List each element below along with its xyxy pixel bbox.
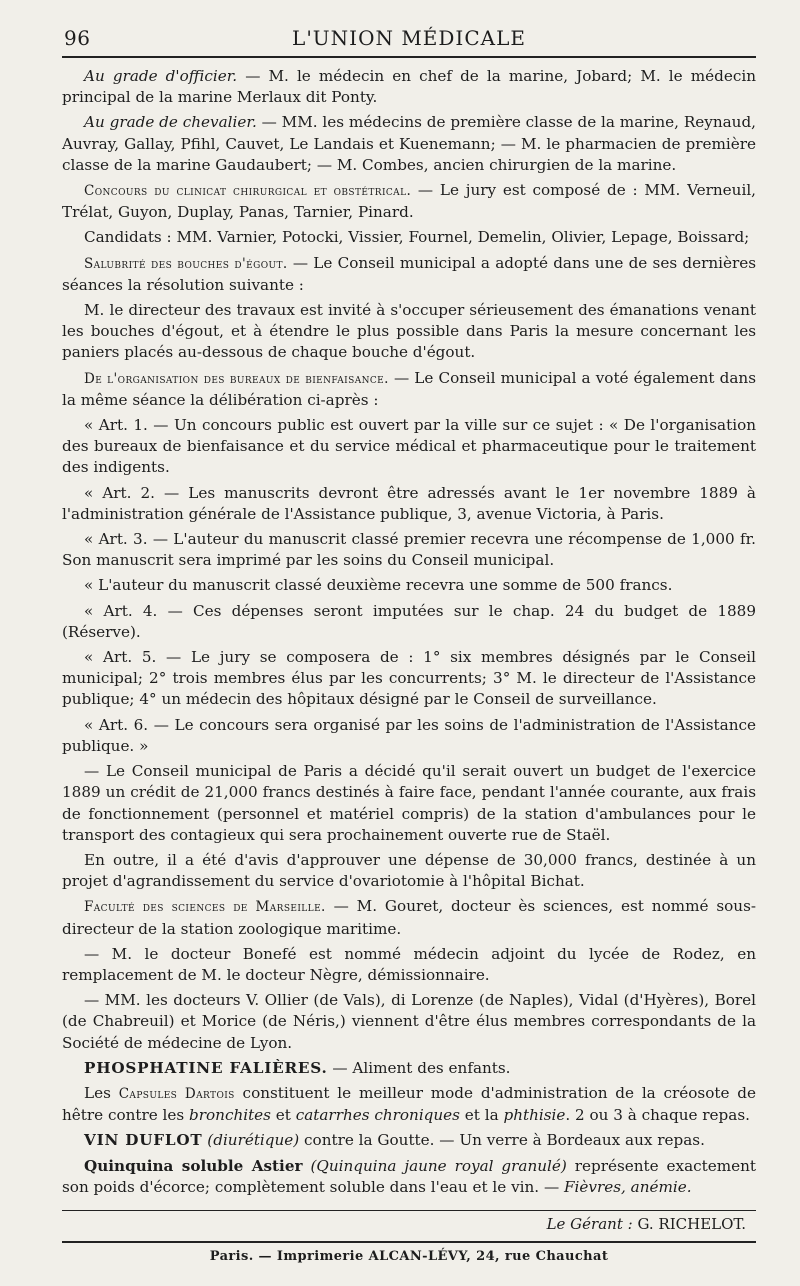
- section-lead: De l'organisation des bureaux de bienfaisance.: [84, 370, 389, 387]
- paragraph-text: En outre, il a été d'avis d'approuver une dépense de 30,000 francs, destinée à un projet d'agrandissement du service d'ovariotomie à l'hôpital Bichat.: [62, 850, 756, 891]
- section-lead: Salubrité des bouches d'égout.: [84, 255, 288, 272]
- paragraph-text: — Le Conseil municipal a voté également dans la même séance la délibération ci-après :: [62, 368, 757, 409]
- page-number: 96: [64, 26, 91, 50]
- paragraph: [62, 368, 756, 411]
- paragraph: [62, 896, 756, 939]
- paragraph-text: « L'auteur du manuscrit classé deuxième recevra une somme de 500 francs.: [84, 576, 673, 595]
- running-title: L'UNION MÉDICALE: [292, 26, 526, 50]
- paragraph-text: — M. le docteur Bonefé est nommé médecin adjoint du lycée de Rodez, en remplacement de M. le docteur Nègre, démissionnaire.: [62, 944, 756, 984]
- paragraph-text: « Art. 4. — Ces dépenses seront imputées sur le chap. 24 du budget de 1889 (Réserve).: [62, 601, 756, 641]
- paragraph: [62, 112, 756, 176]
- paragraph: [62, 944, 756, 986]
- section-lead: Faculté des sciences de Marseille.: [84, 899, 326, 916]
- paragraph-text: — Le Conseil municipal a adopté dans une de ses dernières séances la résolution suivante :: [62, 253, 756, 294]
- paragraph: [62, 715, 756, 757]
- section-lead: Concours du clinicat chirurgical et obstétrical.: [84, 183, 412, 200]
- paragraph-text: — MM. les docteurs V. Ollier (de Vals), di Lorenze (de Naples), Vidal (d'Hyères), Borel (de Chabreuil) et Morice (de Néris,) viennent d'être élus membres correspondants de la Société de médecine de Lyon.: [62, 991, 756, 1052]
- paragraph-text: — M. le médecin en chef de la marine, Jobard; M. le médecin principal de la marine Merlaux dit Ponty.: [62, 67, 756, 107]
- paragraph: [62, 415, 756, 479]
- paragraph: [62, 575, 756, 596]
- paragraph-text: « Art. 3. — L'auteur du manuscrit classé premier recevra une récompense de 1,000 fr. Son manuscrit sera imprimé par les soins du Conseil municipal.: [62, 530, 756, 570]
- ad-duflot-name: VIN DUFLOT: [84, 1131, 203, 1150]
- section-lead: Au grade d'officier.: [84, 67, 238, 85]
- signature-label: Le Gérant :: [546, 1214, 633, 1233]
- paragraph-text: « Art. 5. — Le jury se composera de : 1° six membres désignés par le Conseil municipal; 2° trois membres élus par les concurrents; 3° M. le directeur de l'Assistance publique; 4° un médecin des hôpitaux désigné par le Conseil de surveillance.: [62, 648, 756, 709]
- paragraph: [62, 529, 756, 571]
- section-lead: Au grade de chevalier.: [84, 113, 257, 132]
- paragraph-text: « Art. 2. — Les manuscrits devront être adressés avant le 1er novembre 1889 à l'administration générale de l'Assistance publique, 3, avenue Victoria, à Paris.: [62, 483, 756, 523]
- paragraph: [62, 66, 756, 108]
- paragraph: [62, 483, 756, 525]
- ad-dartois-name: Capsules Dartois: [118, 1085, 235, 1102]
- header-rule: [62, 56, 756, 58]
- printer-imprint: Paris. — Imprimerie ALCAN-LÉVY, 24, rue Chauchat: [209, 1248, 609, 1264]
- paragraph: [62, 300, 756, 364]
- signature-rule: [62, 1210, 756, 1211]
- paragraph: [62, 850, 756, 892]
- ad-astier-name: Quinquina soluble Astier: [84, 1156, 303, 1175]
- paragraph-text: M. le directeur des travaux est invité à s'occuper sérieusement des émanations venant les bouches d'égout, et à étendre le plus possible dans Paris la mesure concernant les paniers placés au-dessous de chaque bouche d'égout.: [62, 301, 756, 362]
- signature-name: G. RICHELOT.: [637, 1214, 746, 1233]
- paragraph: [62, 601, 756, 643]
- article-body: [62, 66, 756, 1054]
- advertisements: [62, 1058, 756, 1198]
- paragraph: [62, 761, 756, 846]
- paragraph: [62, 253, 756, 296]
- ad-astier: Quinquina soluble Astier (Quinquina jaune royal granulé) représente exactement son poids d'écorce; complètement soluble dans l'eau et le vin. — Fièvres, anémie.: [62, 1156, 756, 1196]
- ad-phosphatine-name: PHOSPHATINE FALIÈRES.: [84, 1058, 328, 1077]
- ad-phosphatine: PHOSPHATINE FALIÈRES. — Aliment des enfants.: [84, 1058, 511, 1077]
- paragraph: [62, 647, 756, 711]
- paragraph: [62, 180, 756, 223]
- paragraph: [62, 227, 756, 248]
- paragraph-text: — Le jury est composé de : MM. Verneuil, Trélat, Guyon, Duplay, Panas, Tarnier, Pinard.: [62, 181, 756, 222]
- paragraph-text: — MM. les médecins de première classe de la marine, Reynaud, Auvray, Gallay, Pfihl, Cauvet, Le Landais et Kuenemann; — M. le pharmacien de première classe de la marine Gaudaubert; — M. Combes, ancien chirurgien de la marine.: [62, 113, 756, 174]
- ad-duflot: VIN DUFLOT (diurétique) contre la Goutte. — Un verre à Bordeaux aux repas.: [84, 1131, 705, 1150]
- paragraph-text: — M. Gouret, docteur ès sciences, est nommé sous-directeur de la station zoologique maritime.: [62, 897, 756, 938]
- paragraph-text: — Le Conseil municipal de Paris a décidé qu'il serait ouvert un budget de l'exercice 1889 un crédit de 21,000 francs destinés à faire face, pendant l'année courante, aux frais de fonctionnement (personnel et matériel compris) de la station d'ambulances pour le transport des contagieux qui sera prochainement ouverte rue de Staël.: [62, 762, 756, 844]
- page-header: [62, 20, 756, 52]
- paragraph-text: « Art. 1. — Un concours public est ouvert par la ville sur ce sujet : « De l'organisation des bureaux de bienfaisance et du service médical et pharmaceutique pour le traitement des indigents.: [62, 416, 756, 477]
- printer-rule: [62, 1241, 756, 1243]
- signature: [62, 1215, 746, 1233]
- paragraph-text: Candidats : MM. Varnier, Potocki, Vissier, Fournel, Demelin, Olivier, Lepage, Boissard;: [84, 228, 750, 247]
- paragraph-text: « Art. 6. — Le concours sera organisé par les soins de l'administration de l'Assistance publique. »: [62, 715, 756, 755]
- ad-dartois: Les Capsules Dartois constituent le meilleur mode d'administration de la créosote de hêtre contre les bronchites et catarrhes chroniques et la phthisie. 2 ou 3 à chaque repas.: [62, 1083, 756, 1125]
- paragraph: [62, 990, 756, 1054]
